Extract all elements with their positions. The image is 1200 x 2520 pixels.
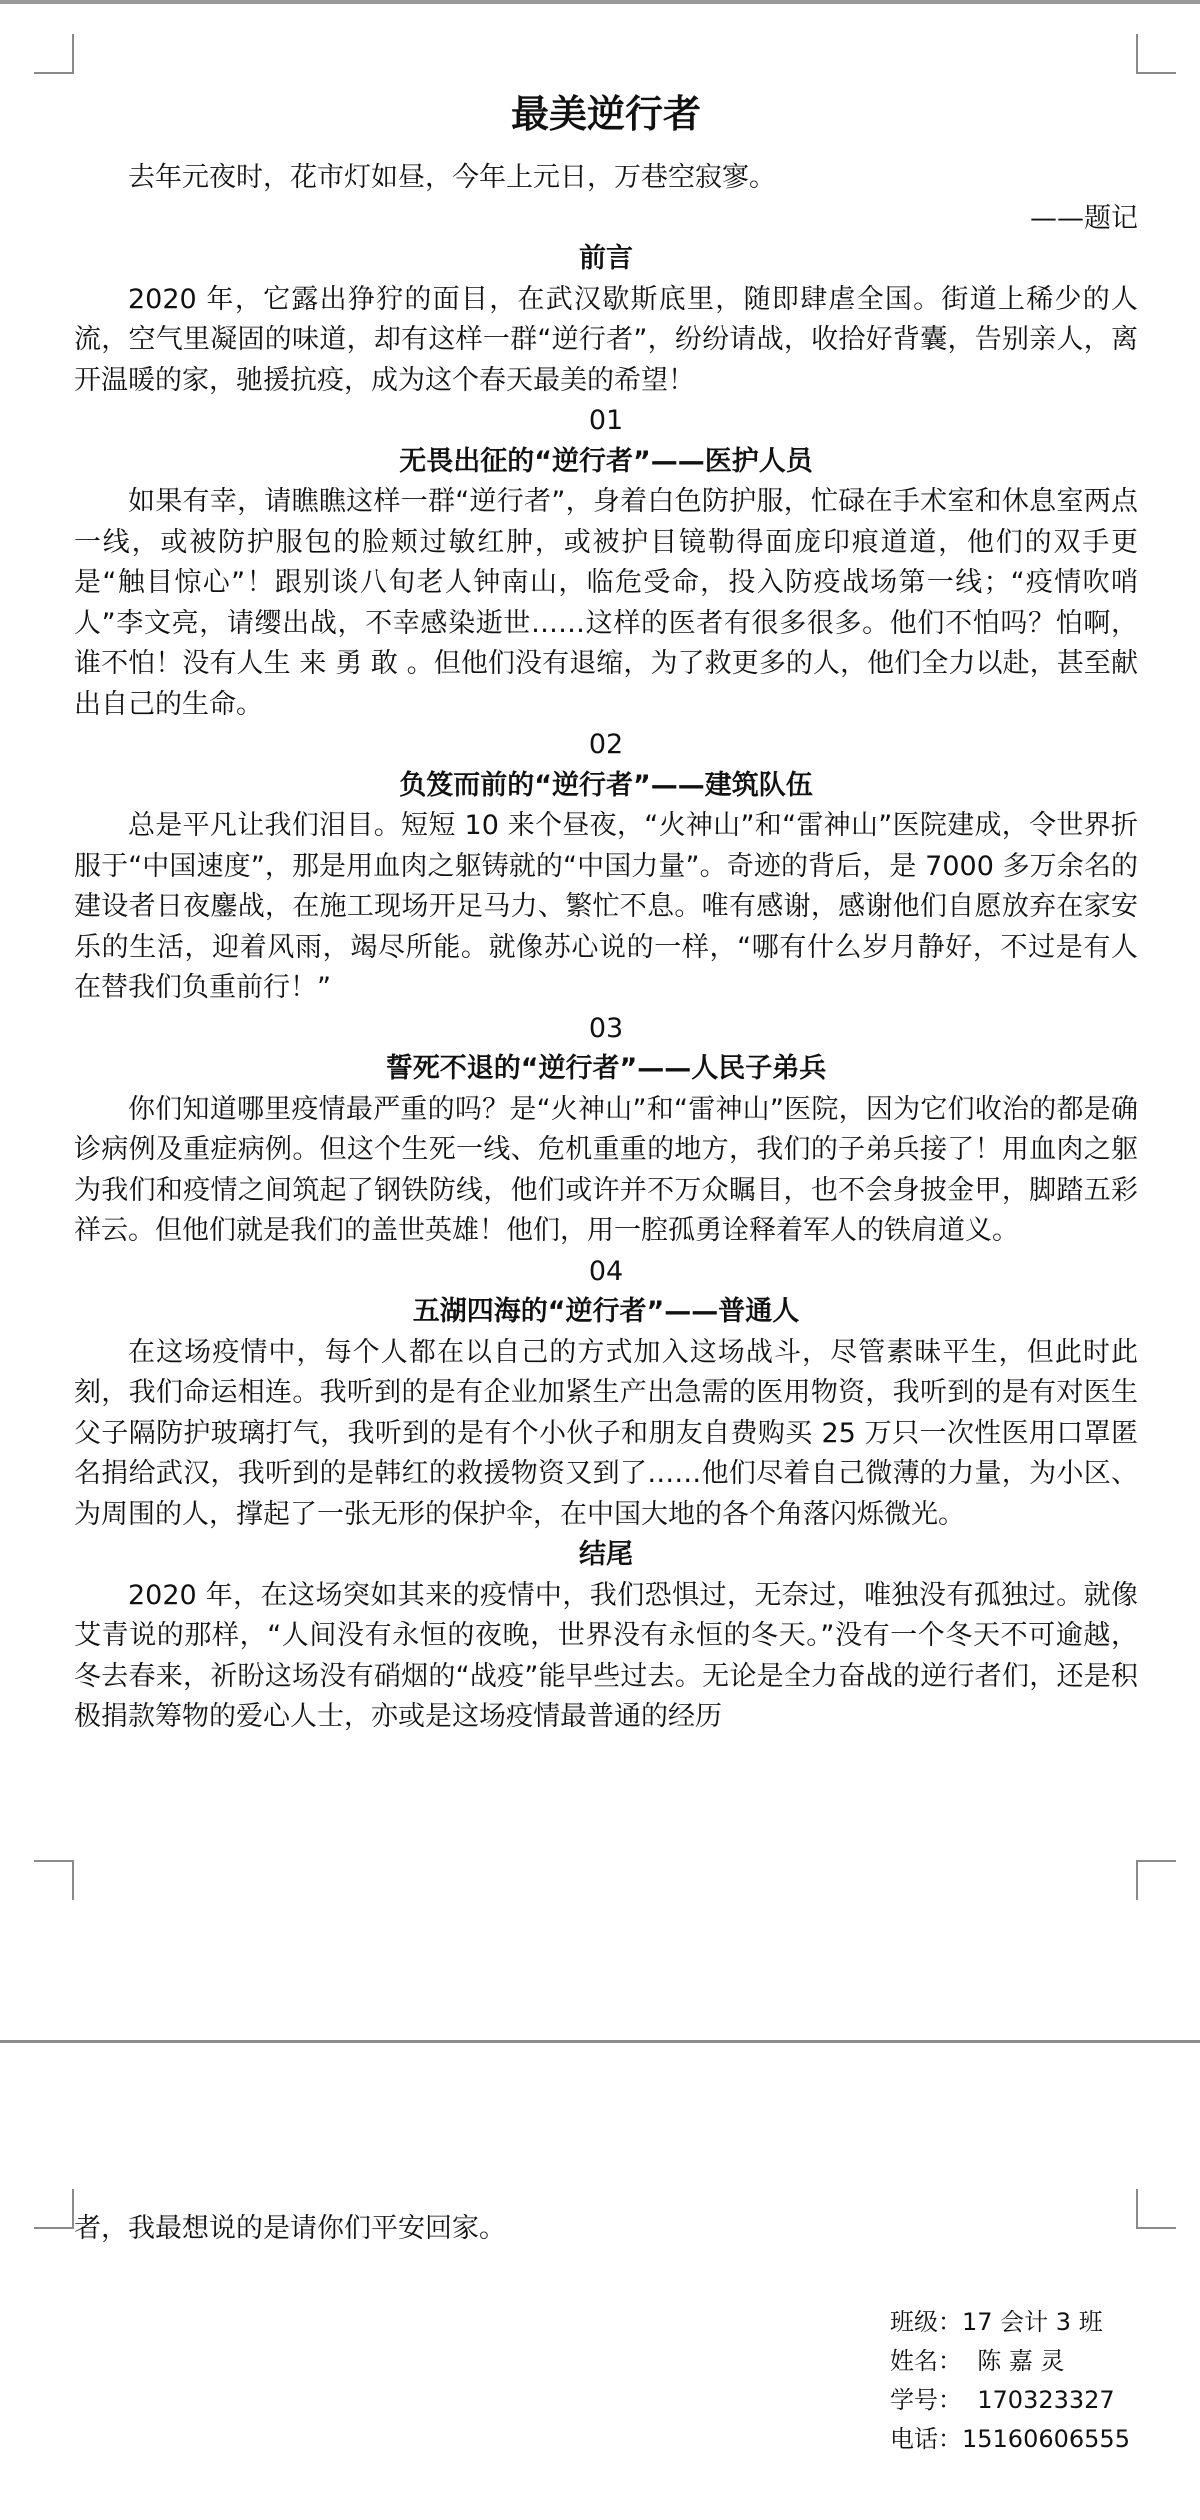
margin-corner-top-left <box>34 2189 74 2229</box>
section-heading-02: 负笈而前的“逆行者”——建筑队伍 <box>399 769 813 801</box>
document-title: 最美逆行者 <box>510 92 701 136</box>
margin-corner-top-left <box>34 34 74 74</box>
student-id-value: 170323327 <box>977 2386 1115 2414</box>
section-number-02: 02 <box>588 729 624 760</box>
margin-corner-bottom-left <box>34 1860 74 1900</box>
section-heading-01: 无畏出征的“逆行者”——医护人员 <box>399 445 813 477</box>
author-info <box>890 2303 1150 2459</box>
student-id-row <box>890 2381 1150 2420</box>
conclusion-heading: 结尾 <box>579 1539 633 1570</box>
phone-row <box>890 2420 1150 2459</box>
section-heading-04: 五湖四海的“逆行者”——普通人 <box>412 1296 800 1327</box>
class-row <box>890 2303 1150 2342</box>
name-label: 姓名： <box>890 2347 962 2375</box>
class-value: 17 会计 3 班 <box>962 2308 1103 2336</box>
margin-corner-top-right <box>1136 2189 1176 2229</box>
section-text-01: 如果有幸，请瞧瞧这样一群“逆行者”，身着白色防护服，忙碌在手术室和休息室两点一线，或被防护服包的脸颊过敏红肿，或被护目镜勒得面庞印痕道道，他们的双手更是“触目惊心”！跟别谈八旬老人钟南山，临危受命，投入防疫战场第一线；“疫情吹哨人”李文亮，请缨出战，不幸感染逝世……这样的医者有很多很多。他们不怕吗？怕啊，谁不怕！没有人生 来 勇 敢 。但他们没有退缩，为了救更多的人，他们全力以赴，甚至献出自己的生命。 <box>74 486 1138 720</box>
section-heading-03: 誓死不退的“逆行者”——人民子弟兵 <box>385 1053 827 1084</box>
section-text-02: 总是平凡让我们泪目。短短 10 来个昼夜，“火神山”和“雷神山”医院建成，令世界折服于“中国速度”，那是用血肉之躯铸就的“中国力量”。奇迹的背后，是 7000 多万余名的建设者日夜鏖战，在施工现场开足马力、繁忙不息。唯有感谢，感谢他们自愿放弃在家安乐的生活，迎着风雨，竭尽所能。就像苏心说的一样，“哪有什么岁月静好，不过是有人在替我们负重前行！” <box>74 810 1138 1003</box>
epigraph-attribution: ——题记 <box>1030 202 1138 234</box>
page-2-content <box>74 2209 1138 2250</box>
preface-text: 2020 年，它露出狰狞的面目，在武汉歇斯底里，随即肆虐全国。街道上稀少的人流，空气里凝固的味道，却有这样一群“逆行者”，纷纷请战，收拾好背囊，告别亲人，离开温暖的家，驰援抗疫，成为这个春天最美的希望！ <box>74 283 1138 396</box>
preface-heading: 前言 <box>579 243 633 274</box>
phone-label: 电话： <box>890 2425 962 2453</box>
epigraph: 去年元夜时，花市灯如昼，今年上元日，万巷空寂寥。 <box>128 162 776 193</box>
student-id-label: 学号： <box>890 2386 962 2414</box>
name-row <box>890 2342 1150 2381</box>
conclusion-continuation: 者，我最想说的是请你们平安回家。 <box>74 2213 506 2244</box>
section-number-04: 04 <box>588 1255 624 1287</box>
page-2 <box>0 2043 1200 2520</box>
page-1 <box>0 4 1200 2040</box>
phone-value: 15160606555 <box>962 2425 1130 2453</box>
class-label: 班级： <box>890 2308 962 2336</box>
section-number-01: 01 <box>588 405 624 436</box>
name-value: 陈 嘉 灵 <box>977 2347 1065 2375</box>
page-1-content <box>74 84 1138 1738</box>
section-number-03: 03 <box>588 1012 624 1044</box>
conclusion-text: 2020 年，在这场突如其来的疫情中，我们恐惧过，无奈过，唯独没有孤独过。就像艾青说的那样，“人间没有永恒的夜晚，世界没有永恒的冬天。”没有一个冬天不可逾越，冬去春来，祈盼这场没有硝烟的“战疫”能早些过去。无论是全力奋战的逆行者们，还是积极捐款筹物的爱心人士，亦或是这场疫情最普通的经历 <box>74 1579 1138 1732</box>
margin-corner-bottom-right <box>1136 1860 1176 1900</box>
margin-corner-top-right <box>1136 34 1176 74</box>
section-text-04: 在这场疫情中，每个人都在以自己的方式加入这场战斗，尽管素昧平生，但此时此刻，我们命运相连。我听到的是有企业加紧生产出急需的医用物资，我听到的是有对医生父子隔防护玻璃打气，我听到的是有个小伙子和朋友自费购买 25 万只一次性医用口罩匿名捐给武汉，我听到的是韩红的救援物资又到了……他们尽着自己微薄的力量，为小区、为周围的人，撑起了一张无形的保护伞，在中国大地的各个角落闪烁微光。 <box>74 1336 1138 1530</box>
section-text-03: 你们知道哪里疫情最严重的吗？是“火神山”和“雷神山”医院，因为它们收治的都是确诊病例及重症病例。但这个生死一线、危机重重的地方，我们的子弟兵接了！用血肉之躯为我们和疫情之间筑起了钢铁防线，他们或许并不万众瞩目，也不会身披金甲，脚踏五彩祥云。但他们就是我们的盖世英雄！他们，用一腔孤勇诠释着军人的铁肩道义。 <box>74 1093 1138 1246</box>
